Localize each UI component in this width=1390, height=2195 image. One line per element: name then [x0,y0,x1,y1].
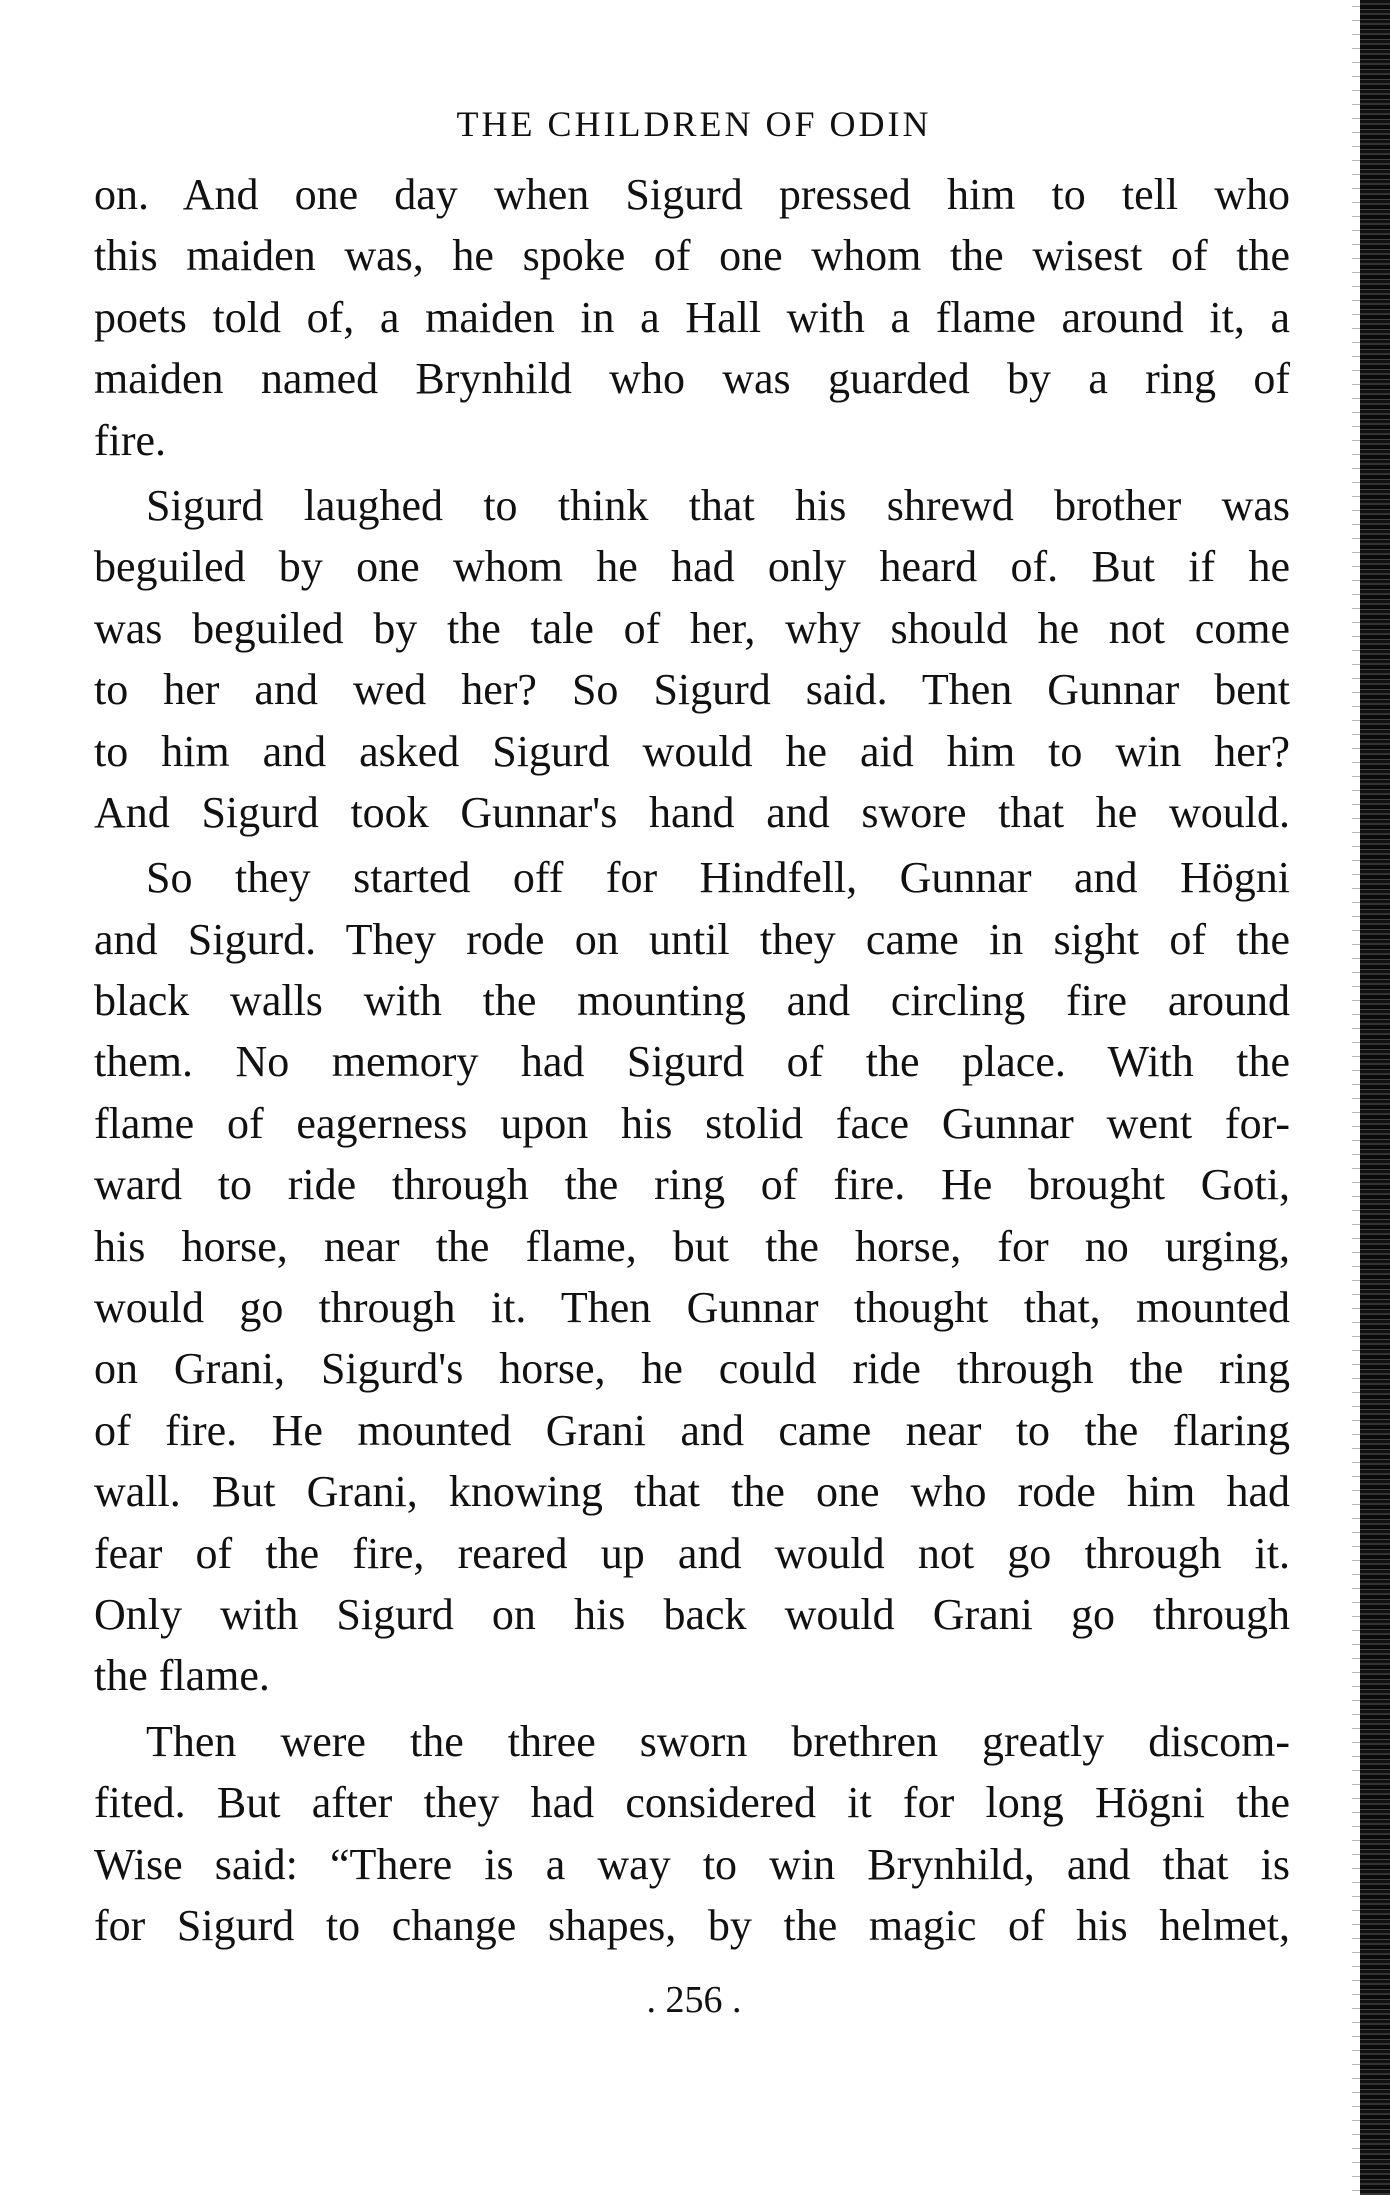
text-line: So they started off for Hindfell, Gunnar and Högni [146,853,1290,903]
text-line: of fire. He mounted Grani and came near to the flaring [94,1405,1290,1455]
text-line: his horse, near the flame, but the horse, for no urging, [94,1221,1290,1271]
text-line: black walls with the mounting and circling fire around [94,976,1290,1026]
text-line: on Grani, Sigurd's horse, he could ride through the ring [94,1344,1290,1394]
text-line: would go through it. Then Gunnar thought that, mounted [94,1283,1290,1333]
text-line: this maiden was, he spoke of one whom the wisest of the [94,231,1290,281]
text-line: Sigurd laughed to think that his shrewd brother was [146,480,1290,530]
text-line: to him and asked Sigurd would he aid him to win her? [94,726,1290,776]
body-text [94,164,1290,1956]
page-edge-shading [1352,0,1360,2195]
text-line: and Sigurd. They rode on until they came in sight of the [94,914,1290,964]
text-line: flame of eagerness upon his stolid face Gunnar went for- [94,1098,1290,1148]
text-line: wall. But Grani, knowing that the one who rode him had [94,1467,1290,1517]
text-line: fire. [94,415,167,465]
text-line: Wise said: “There is a way to win Brynhild, and that is [94,1839,1290,1889]
text-line: Then were the three sworn brethren greatly discom- [146,1716,1290,1766]
text-line: maiden named Brynhild who was guarded by a ring of [94,354,1290,404]
text-line: ward to ride through the ring of fire. He brought Goti, [94,1160,1290,1210]
text-line: them. No memory had Sigurd of the place. With the [94,1037,1290,1087]
page-number: . 256 . [646,1979,742,2021]
text-line: fited. But after they had considered it for long Högni the [94,1778,1290,1828]
text-line: And Sigurd took Gunnar's hand and swore that he would. [94,787,1290,837]
text-line: Only with Sigurd on his back would Grani go through [94,1589,1290,1639]
text-line: beguiled by one whom he had only heard of. But if he [94,542,1290,592]
text-line: the flame. [94,1651,270,1701]
text-line: poets told of, a maiden in a Hall with a flame around it, a [94,292,1290,342]
text-line: for Sigurd to change shapes, by the magic of his helmet, [94,1900,1290,1950]
running-head: THE CHILDREN OF ODIN [456,104,932,144]
text-line: fear of the fire, reared up and would not go through it. [94,1528,1290,1578]
text-line: was beguiled by the tale of her, why should he not come [94,603,1290,653]
page-edge [1360,0,1390,2195]
text-line: to her and wed her? So Sigurd said. Then Gunnar bent [94,665,1290,715]
text-line: on. And one day when Sigurd pressed him to tell who [94,170,1290,219]
